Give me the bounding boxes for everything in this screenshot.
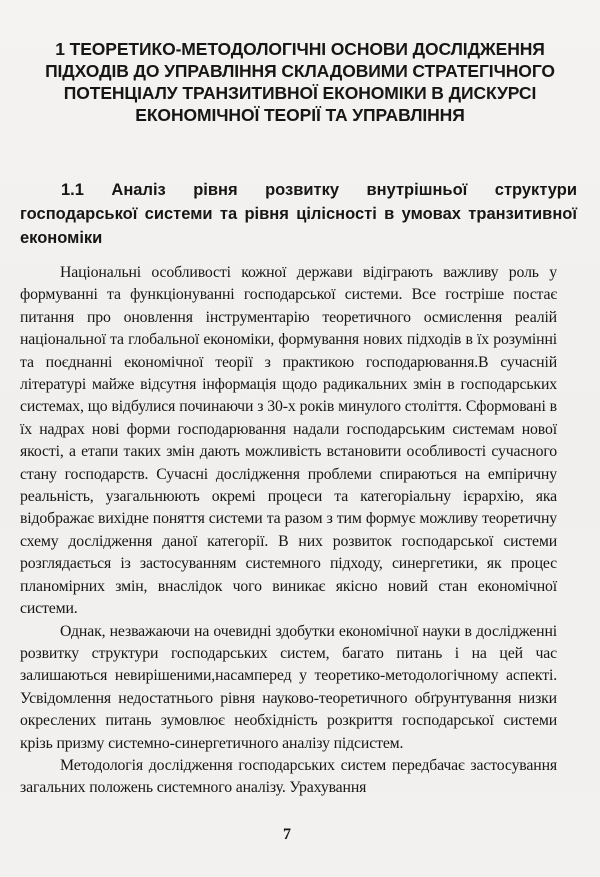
body-text — [20, 262, 557, 800]
page-number: 7 — [283, 826, 291, 843]
section-title: 1.1 Аналіз рівня розвитку внутрішньої структури господарської системи та рівня цілісності в умовах транзитивної економіки — [20, 181, 577, 247]
chapter-title: 1 ТЕОРЕТИКО-МЕТОДОЛОГІЧНІ ОСНОВИ ДОСЛІДЖЕННЯ ПІДХОДІВ ДО УПРАВЛІННЯ СКЛАДОВИМИ СТРАТЕГІЧНОГО ПОТЕНЦІАЛУ ТРАНЗИТИВНОЇ ЕКОНОМІКИ В ДИСКУРСІ ЕКОНОМІЧНОЇ ТЕОРІЇ ТА УПРАВЛІННЯ — [45, 39, 555, 125]
paragraph: Національні особливості кожної держави відіграють важливу роль у формуванні та функціонуванні господарської системи. Все гостріше постає питання про оновлення інструментарію теоретичного осмислення реалій національної та глобальної економіки, формування нових підходів в їх розумінні та поєднанні економічної теорії з практикою господарювання.В сучасній літературі майже відсутня інформація щодо радикальних змін в господарських системах, що відбулися починаючи з 30-х років минулого століття. Сформовані в їх надрах нові форми господарювання надали господарським системам нової якості, а етапи таких змін дають можливість встановити особливості сучасного стану господарств. Сучасні дослідження проблеми спираються на емпіричну реальність, узагальнюють окремі процеси та категоріальну ієрархію, яка відображає вихідне поняття системи та разом з тим формує можливу теоретичну схему дослідження даної категорії. В них розвиток господарської системи розглядається із застосуванням системного підходу, синергетики, як процес планомірних змін, внаслідок чого виникає якісно новий стан економічної системи. — [20, 264, 557, 618]
paragraph: Методологія дослідження господарських систем передбачає застосування загальних положень системного аналізу. Урахування — [20, 756, 557, 797]
paragraph: Однак, незважаючи на очевидні здобутки економічної науки в дослідженні розвитку структури господарських систем, багато питань і на цей час залишаються невирішеними,насамперед у теоретико-методологічному аспекті. Усвідомлення недостатнього рівня науково-теоретичного обґрунтування низки окреслених питань зумовлює необхідність розкриття господарської системи крізь призму системно-синергетичного аналізу підсистем. — [20, 622, 557, 752]
